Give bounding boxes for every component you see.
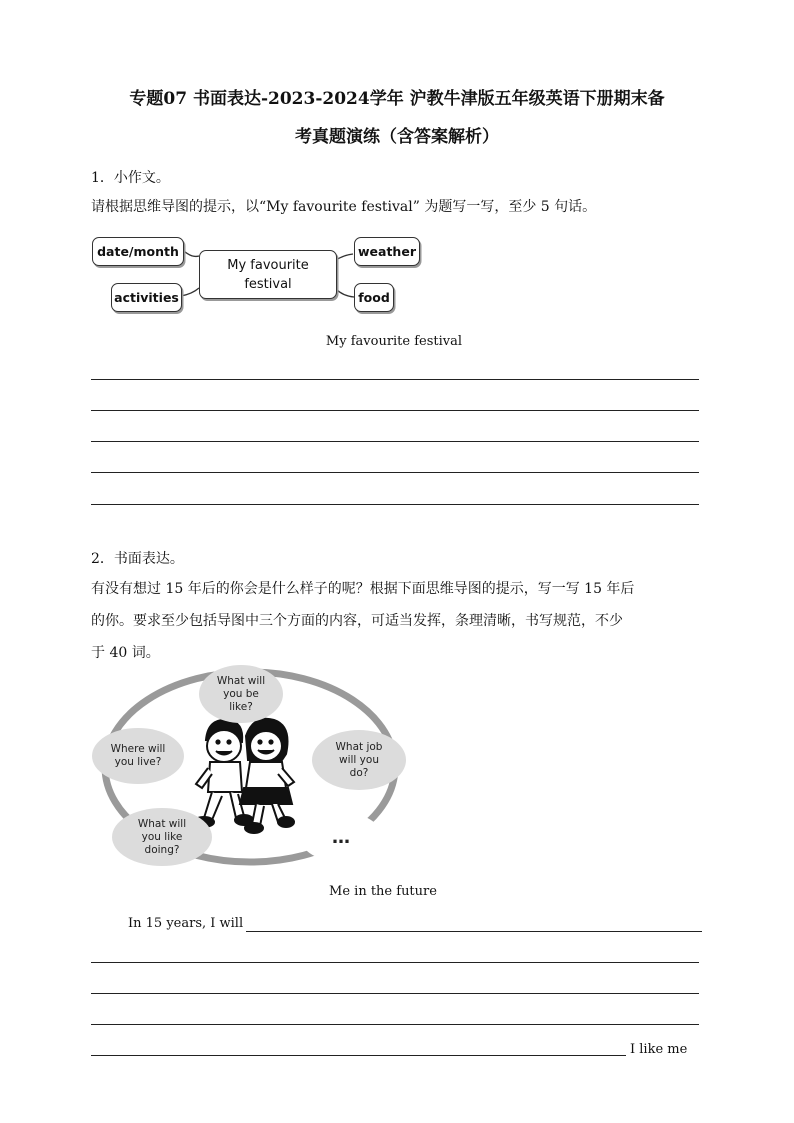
bubble-what-will-you-like-doing: What will you like doing? — [112, 808, 212, 866]
mindmap-node-activities: activities — [111, 283, 182, 312]
q2-instruction-line-2: 的你。要求至少包括导图中三个方面的内容，可适当发挥，条理清晰，书写规范，不少 — [91, 613, 623, 629]
document-title-line-2: 考真题演练（含答案解析） — [295, 127, 499, 147]
q2-writing-line[interactable] — [91, 993, 699, 994]
q2-starter-text: In 15 years, I will — [128, 916, 244, 931]
q2-writing-line[interactable] — [91, 1055, 626, 1056]
mindmap-node-weather: weather — [354, 237, 420, 266]
q2-writing-line[interactable] — [91, 962, 699, 963]
bubble-what-will-you-be-like: What will you be like? — [199, 665, 283, 723]
q2-caption: Me in the future — [329, 884, 437, 899]
q2-writing-line[interactable] — [91, 1024, 699, 1025]
mindmap-center-line-1: My favourite — [227, 257, 309, 273]
q1-number: 1．小作文。 — [91, 170, 170, 186]
bubble-what-job-will-you-do: What job will you do? — [312, 730, 406, 790]
q2-instruction-line-3: 于 40 词。 — [91, 645, 160, 661]
q2-number: 2．书面表达。 — [91, 551, 184, 567]
q1-essay-title: My favourite festival — [325, 334, 463, 349]
document-title-line-1: 专题07 书面表达-2023-2024学年 沪教牛津版五年级英语下册期末备 — [129, 89, 665, 109]
q2-writing-line[interactable] — [246, 931, 702, 932]
bubble-ellipsis: … — [300, 812, 382, 862]
mindmap-node-food: food — [354, 283, 394, 312]
mindmap-node-date-month: date/month — [92, 237, 184, 266]
q2-ending-text: I like me — [630, 1042, 688, 1057]
q2-instruction-line-1: 有没有想过 15 年后的你会是什么样子的呢？根据下面思维导图的提示，写一写 15 年后 — [91, 581, 635, 597]
mindmap-center-line-2: festival — [244, 276, 292, 292]
bubble-where-will-you-live: Where will you live? — [92, 728, 184, 784]
q1-instruction: 请根据思维导图的提示，以“My favourite festival” 为题写一写，至少 5 句话。 — [91, 199, 597, 215]
